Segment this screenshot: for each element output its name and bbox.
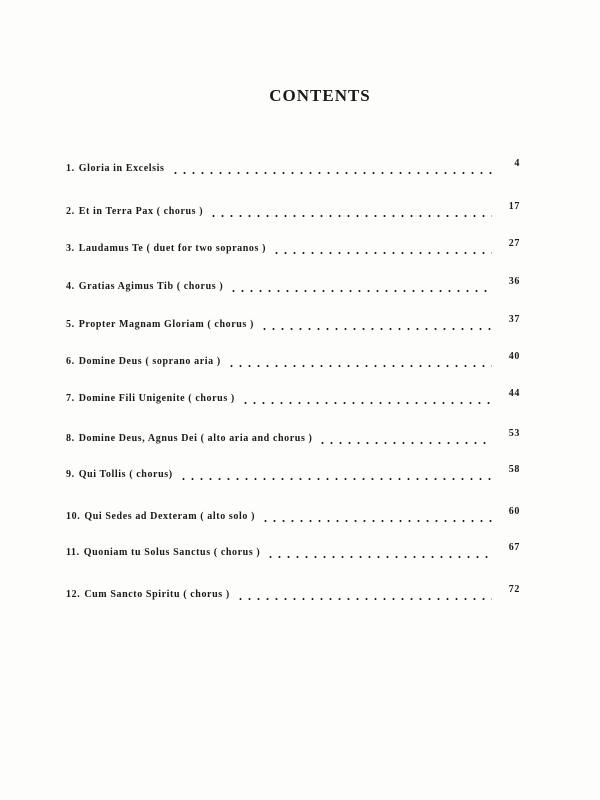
dot-leader [260, 318, 492, 330]
entry-page-number: 4 [514, 158, 520, 169]
entry-number: 7. [66, 393, 75, 404]
entry-page-number: 53 [508, 428, 520, 439]
dot-leader [179, 468, 492, 480]
dot-leader [227, 355, 492, 367]
entry-title: Qui Tollis ( chorus) [78, 469, 173, 480]
toc-entry [66, 540, 520, 558]
toc-entry [66, 582, 520, 600]
toc-entry [66, 156, 520, 174]
entry-title: Laudamus Te ( duet for two sopranos ) [78, 243, 267, 254]
dot-leader [318, 432, 492, 444]
dot-leader [229, 280, 492, 292]
entry-page-number: 44 [508, 388, 520, 399]
dot-leader [241, 392, 492, 404]
entry-number: 9. [66, 469, 75, 480]
entry-title: Qui Sedes ad Dexteram ( alto solo ) [84, 511, 256, 522]
dot-leader [236, 588, 492, 600]
page-title: CONTENTS [269, 86, 371, 105]
entry-number: 8. [66, 433, 75, 444]
entry-title: Domine Fili Unigenite ( chorus ) [78, 393, 235, 404]
entry-number: 11. [66, 547, 80, 558]
toc-entry [66, 236, 520, 254]
entry-number: 2. [66, 206, 75, 217]
entry-title: Gloria in Excelsis [78, 163, 165, 174]
entry-title: Domine Deus, Agnus Dei ( alto aria and chorus ) [78, 433, 313, 444]
entry-title: Et in Terra Pax ( chorus ) [78, 206, 204, 217]
entry-title: Gratias Agimus Tib ( chorus ) [78, 281, 224, 292]
entry-number: 4. [66, 281, 75, 292]
entry-number: 1. [66, 163, 75, 174]
entry-page-number: 72 [508, 584, 520, 595]
dot-leader [261, 510, 492, 522]
entry-page-number: 58 [508, 464, 520, 475]
dot-leader [171, 162, 492, 174]
entry-page-number: 67 [508, 542, 520, 553]
entry-page-number: 40 [508, 351, 520, 362]
toc-entry [66, 426, 520, 444]
entry-title: Cum Sancto Spiritu ( chorus ) [84, 589, 230, 600]
entry-number: 5. [66, 319, 75, 330]
toc-entry [66, 349, 520, 367]
toc-entry [66, 386, 520, 404]
toc-entry [66, 504, 520, 522]
entry-number: 3. [66, 243, 75, 254]
entry-title: Domine Deus ( soprano aria ) [78, 356, 221, 367]
entry-title: Propter Magnam Gloriam ( chorus ) [78, 319, 254, 330]
dot-leader [209, 205, 492, 217]
entry-page-number: 60 [508, 506, 520, 517]
entry-number: 6. [66, 356, 75, 367]
entry-page-number: 36 [508, 276, 520, 287]
entry-title: Quoniam tu Solus Sanctus ( chorus ) [83, 547, 261, 558]
toc-entry [66, 312, 520, 330]
entry-page-number: 17 [508, 201, 520, 212]
entry-number: 10. [66, 511, 81, 522]
dot-leader [272, 242, 492, 254]
toc-entry [66, 462, 520, 480]
entry-page-number: 27 [508, 238, 520, 249]
entry-number: 12. [66, 589, 81, 600]
entry-page-number: 37 [508, 314, 520, 325]
dot-leader [266, 546, 492, 558]
toc-entry [66, 199, 520, 217]
toc-entry [66, 274, 520, 292]
